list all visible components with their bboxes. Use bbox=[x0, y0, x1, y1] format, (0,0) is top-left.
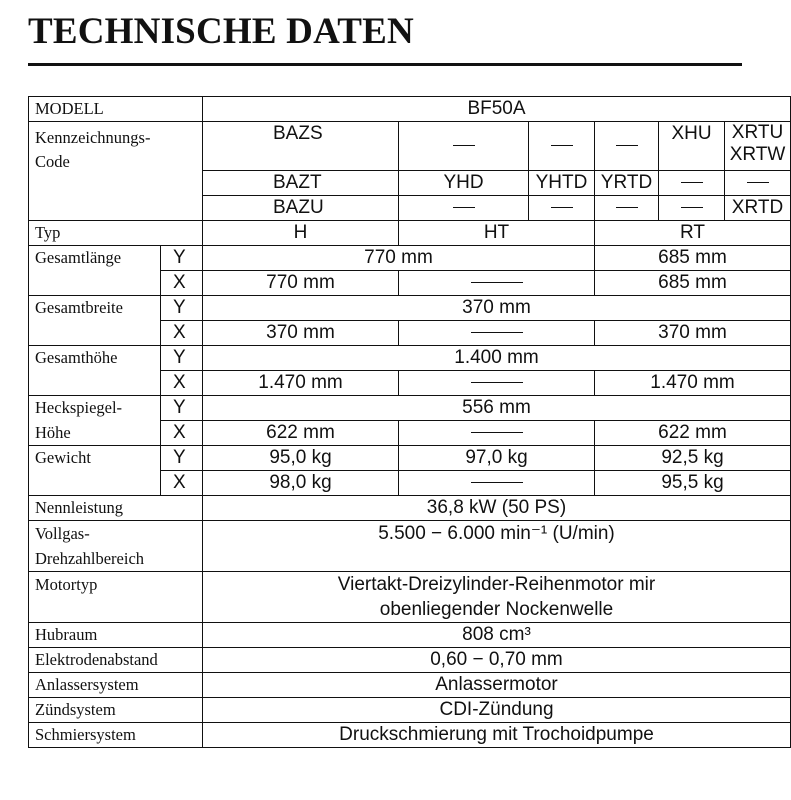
motortyp-line1: Viertakt-Dreizylinder-Reihenmotor mir bbox=[337, 574, 656, 595]
heckspiegel-y: 556 mm bbox=[203, 396, 791, 421]
label-gewicht: Gewicht bbox=[29, 446, 161, 471]
code-dash bbox=[659, 171, 725, 196]
row-elektrodenabstand bbox=[29, 648, 791, 673]
variant-x: X bbox=[161, 421, 203, 446]
motortyp-line2: obenliegender Nockenwelle bbox=[379, 599, 614, 620]
page-title: TECHNISCHE DATEN bbox=[28, 11, 414, 52]
row-modell bbox=[29, 97, 791, 122]
value-hubraum: 808 cm³ bbox=[203, 623, 791, 648]
typ-h: H bbox=[203, 221, 399, 246]
variant-x: X bbox=[161, 371, 203, 396]
variant-y: Y bbox=[161, 396, 203, 421]
variant-x: X bbox=[161, 271, 203, 296]
code-yhd: YHD bbox=[399, 171, 529, 196]
label-gesamthoehe: Gesamthöhe bbox=[29, 346, 161, 371]
gewicht-y-ht: 97,0 kg bbox=[399, 446, 595, 471]
value-motortyp bbox=[203, 572, 791, 623]
value-elektrodenabstand: 0,60 − 0,70 mm bbox=[203, 648, 791, 673]
variant-y: Y bbox=[161, 446, 203, 471]
row-gesamtlaenge-x bbox=[29, 271, 791, 296]
spec-table bbox=[28, 96, 791, 748]
gesamtlaenge-x-h: 770 mm bbox=[203, 271, 399, 296]
gesamthoehe-y: 1.400 mm bbox=[203, 346, 791, 371]
code-dash bbox=[595, 122, 659, 171]
variant-y: Y bbox=[161, 246, 203, 271]
row-vollgas bbox=[29, 521, 791, 572]
code-yrtd: YRTD bbox=[595, 171, 659, 196]
code-bazs: BAZS bbox=[203, 122, 399, 171]
row-gewicht-y bbox=[29, 446, 791, 471]
gesamtbreite-x-ht bbox=[399, 321, 595, 346]
gesamtlaenge-x-rt: 685 mm bbox=[595, 271, 791, 296]
gesamtbreite-x-rt: 370 mm bbox=[595, 321, 791, 346]
value-modell: BF50A bbox=[203, 97, 791, 122]
variant-y: Y bbox=[161, 296, 203, 321]
row-gesamtlaenge-y bbox=[29, 246, 791, 271]
gesamtbreite-y: 370 mm bbox=[203, 296, 791, 321]
code-dash bbox=[529, 122, 595, 171]
typ-ht: HT bbox=[399, 221, 595, 246]
gewicht-x-rt: 95,5 kg bbox=[595, 471, 791, 496]
row-code-1 bbox=[29, 122, 791, 171]
code-dash bbox=[399, 122, 529, 171]
row-heckspiegel-x bbox=[29, 421, 791, 446]
value-schmiersystem: Druckschmierung mit Trochoidpumpe bbox=[203, 723, 791, 748]
label-heckspiegel-2: Höhe bbox=[29, 421, 161, 446]
row-gesamthoehe-x bbox=[29, 371, 791, 396]
gewicht-y-rt: 92,5 kg bbox=[595, 446, 791, 471]
value-nennleistung: 36,8 kW (50 PS) bbox=[203, 496, 791, 521]
code-dash bbox=[725, 171, 791, 196]
label-nennleistung: Nennleistung bbox=[29, 496, 203, 521]
row-hubraum bbox=[29, 623, 791, 648]
value-zuendsystem: CDI-Zündung bbox=[203, 698, 791, 723]
gesamthoehe-x-h: 1.470 mm bbox=[203, 371, 399, 396]
row-heckspiegel-y bbox=[29, 396, 791, 421]
label-typ: Typ bbox=[29, 221, 203, 246]
code-dash bbox=[529, 196, 595, 221]
heckspiegel-x-h: 622 mm bbox=[203, 421, 399, 446]
label-hubraum: Hubraum bbox=[29, 623, 203, 648]
gewicht-x-h: 98,0 kg bbox=[203, 471, 399, 496]
variant-x: X bbox=[161, 321, 203, 346]
label-kenn-line1: Kennzeichnungs- bbox=[35, 128, 151, 147]
label-heckspiegel-1: Heckspiegel- bbox=[29, 396, 161, 421]
gesamthoehe-x-ht bbox=[399, 371, 595, 396]
row-zuendsystem bbox=[29, 698, 791, 723]
gesamtlaenge-x-ht bbox=[399, 271, 595, 296]
variant-y: Y bbox=[161, 346, 203, 371]
heckspiegel-x-ht bbox=[399, 421, 595, 446]
label-gesamtlaenge: Gesamtlänge bbox=[29, 246, 161, 271]
variant-x: X bbox=[161, 471, 203, 496]
code-dash bbox=[659, 196, 725, 221]
title-rule bbox=[28, 63, 742, 66]
code-xrtu: XRTU bbox=[731, 122, 784, 143]
typ-rt: RT bbox=[595, 221, 791, 246]
code-xhu: XHU bbox=[659, 122, 725, 171]
row-typ bbox=[29, 221, 791, 246]
label-vollgas bbox=[29, 521, 203, 572]
gewicht-x-ht bbox=[399, 471, 595, 496]
label-anlassersystem: Anlassersystem bbox=[29, 673, 203, 698]
gesamthoehe-x-rt: 1.470 mm bbox=[595, 371, 791, 396]
gewicht-y-h: 95,0 kg bbox=[203, 446, 399, 471]
row-motortyp bbox=[29, 572, 791, 623]
gesamtbreite-x-h: 370 mm bbox=[203, 321, 399, 346]
row-gesamtbreite-y bbox=[29, 296, 791, 321]
code-dash bbox=[399, 196, 529, 221]
code-xrtu-xrtw bbox=[725, 122, 791, 171]
code-yhtd: YHTD bbox=[529, 171, 595, 196]
gesamtlaenge-y-h-ht: 770 mm bbox=[203, 246, 595, 271]
value-anlassersystem: Anlassermotor bbox=[203, 673, 791, 698]
row-nennleistung bbox=[29, 496, 791, 521]
label-kenn-line2: Code bbox=[35, 152, 70, 171]
row-gesamthoehe-y bbox=[29, 346, 791, 371]
value-vollgas: 5.500 − 6.000 min⁻¹ (U/min) bbox=[203, 521, 791, 572]
label-vollgas-line1: Vollgas- bbox=[35, 524, 90, 543]
code-xrtd: XRTD bbox=[725, 196, 791, 221]
code-bazu: BAZU bbox=[203, 196, 399, 221]
row-schmiersystem bbox=[29, 723, 791, 748]
code-bazt: BAZT bbox=[203, 171, 399, 196]
label-motortyp: Motortyp bbox=[29, 572, 203, 623]
code-dash bbox=[595, 196, 659, 221]
label-schmiersystem: Schmiersystem bbox=[29, 723, 203, 748]
row-anlassersystem bbox=[29, 673, 791, 698]
label-elektrodenabstand: Elektrodenabstand bbox=[29, 648, 203, 673]
row-gewicht-x bbox=[29, 471, 791, 496]
gesamtlaenge-y-rt: 685 mm bbox=[595, 246, 791, 271]
code-xrtw: XRTW bbox=[729, 144, 786, 165]
label-vollgas-line2: Drehzahlbereich bbox=[35, 549, 145, 568]
label-modell: MODELL bbox=[29, 97, 203, 122]
label-zuendsystem: Zündsystem bbox=[29, 698, 203, 723]
label-gesamtbreite: Gesamtbreite bbox=[29, 296, 161, 321]
row-gesamtbreite-x bbox=[29, 321, 791, 346]
label-kennzeichnungs-code bbox=[29, 122, 203, 221]
heckspiegel-x-rt: 622 mm bbox=[595, 421, 791, 446]
